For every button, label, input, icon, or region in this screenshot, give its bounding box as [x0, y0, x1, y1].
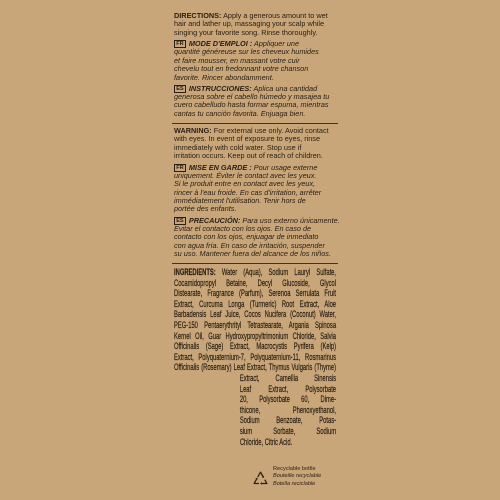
directions-fr-text: Appliquer une — [253, 39, 300, 48]
warning-heading: WARNING: — [174, 126, 212, 135]
warning-fr-line: rincer à l'eau froide. En cas d'irritation, arrêter — [174, 187, 322, 197]
directions-es-heading: INSTRUCCIONES: — [188, 83, 252, 93]
recycling-line-fr: Bouteille recyclable — [273, 473, 322, 480]
directions-en-line: hair and lather up, massaging your scalp while — [174, 19, 325, 29]
ingredients-text: Water (Aqua), Sodium Lauryl Sulfate, — [221, 267, 337, 277]
warning-es-line: con agua fría. En caso de irritación, suspender — [174, 240, 325, 250]
ingredients-line: PEG-150 Pentaerythrityl Tetrastearate, Argania Spinosa — [174, 319, 337, 330]
ingredients-line: Sodium Benzoate, Potas- — [239, 415, 337, 426]
directions-es-line: generosa sobre el cabello húmedo y masajea tu — [174, 91, 330, 101]
warning-es-heading: PRECAUCIÓN: — [188, 215, 241, 225]
ingredients-line: thicone, Phenoxyethanol, — [239, 404, 337, 415]
ingredients-line: Cocamidopropyl Betaine, Decyl Glucoside, Glycol — [174, 277, 337, 288]
ingredients-line: Extract, Polyquaternium-7, Polyquaternium-11, Rosmarinus — [174, 351, 337, 362]
warning-es — [174, 217, 338, 259]
ingredients-line: Officinalis (Sage) Extract, Macrocystis Pyrifera (Kelp) — [174, 341, 337, 352]
section-divider — [172, 123, 338, 124]
recycling-info — [252, 466, 342, 490]
warning-fr-line: portée des enfants. — [174, 204, 237, 214]
warning-es-line: contacto con los ojos, enjuagar de inmediato — [174, 232, 319, 242]
ingredients-line: Distearate, Fragrance (Parfum), Serenoa Serrulata Fruit — [174, 288, 337, 299]
recycle-icon — [252, 470, 269, 487]
ingredients-heading: INGREDIENTS: — [174, 267, 216, 277]
directions-es-line: cantas tu canción favorita. Enjuaga bien. — [174, 108, 306, 118]
warning-en — [174, 127, 338, 161]
warning-en-text: For external use only. Avoid contact — [213, 126, 329, 135]
section-divider — [172, 263, 338, 264]
ingredients-line: Officinalis (Rosemary) Leaf Extract, Thymus Vulgaris (Thyme) — [174, 362, 337, 373]
ingredients-line: Chloride, Citric Acid. — [239, 436, 293, 447]
warning-es-line: Evitar el contacto con los ojos. En caso de — [174, 223, 312, 233]
directions-fr-line: favorite. Rincer abondamment. — [174, 72, 274, 82]
directions-fr-line: et faire mousser, en massant votre cuir — [174, 55, 300, 65]
warning-fr-line: uniquement. Éviter le contact avec les yeux. — [174, 170, 317, 180]
warning-fr-line: Si le produit entre en contact avec les yeux, — [174, 179, 316, 189]
recycling-line-es: Botella reciclable — [273, 480, 316, 487]
ingredients-line: Barbadensis Leaf Juice, Cocos Nucifera (Coconut) Water, — [174, 309, 337, 320]
warning-en-line: irritation occurs. Keep out of reach of children. — [174, 151, 323, 161]
ingredients-line: Kernel Oil, Guar Hydroxypropyltrimonium Chloride, Salvia — [174, 330, 337, 341]
directions-fr-line: chevelu tout en fredonnant votre chanson — [174, 64, 309, 74]
warning-en-line: with eyes. In event of exposure to eyes, rinse — [174, 134, 321, 144]
warning-es-line: su uso. Mantener fuera del alcance de los niños. — [174, 249, 331, 259]
directions-es — [174, 85, 338, 119]
ingredients-line: Leaf Extract, Polysorbate — [239, 383, 337, 394]
directions-heading: DIRECTIONS: — [174, 11, 222, 20]
directions-es-line: cuero cabelludo hasta formar espuma, mientras — [174, 100, 329, 110]
directions-fr — [174, 40, 338, 82]
lang-badge-fr: FR — [174, 164, 186, 172]
warning-fr-line: immédiatement l'utilisation. Tenir hors de — [174, 196, 306, 206]
ingredients-line: sium Sorbate, Sodium — [239, 425, 337, 436]
lang-badge-es: ES — [174, 217, 186, 225]
ingredients-list — [174, 267, 336, 447]
ingredients-line: Extract, Camellia Sinensis — [239, 372, 337, 383]
directions-en — [174, 12, 338, 37]
warning-en-line: immediately with cold water. Stop use if — [174, 142, 302, 152]
warning-fr — [174, 164, 338, 214]
lang-badge-fr: FR — [174, 40, 186, 48]
recycling-line-en: Recyclable bottle — [273, 466, 316, 472]
warning-es-text: Para uso externo únicamente. — [242, 215, 340, 225]
ingredients-line: Extract, Curcuma Longa (Turmeric) Root Extract, Aloe — [174, 298, 337, 309]
lang-badge-es: ES — [174, 85, 186, 93]
warning-fr-text: Pour usage externe — [253, 162, 318, 172]
directions-fr-line: quantité généreuse sur les cheveux humides — [174, 47, 319, 57]
directions-es-text: Aplica una cantidad — [253, 83, 318, 93]
directions-fr-heading: MODE D'EMPLOI : — [188, 39, 253, 48]
directions-en-line: singing your favorite song. Rinse thoroughly. — [174, 27, 318, 37]
recycling-text — [273, 466, 321, 488]
ingredients-line — [174, 267, 336, 278]
directions-en-text: Apply a generous amount to wet — [223, 11, 328, 20]
ingredients-line: 20, Polysorbate 60, Dime- — [239, 394, 337, 405]
warning-fr-heading: MISE EN GARDE : — [188, 162, 252, 172]
